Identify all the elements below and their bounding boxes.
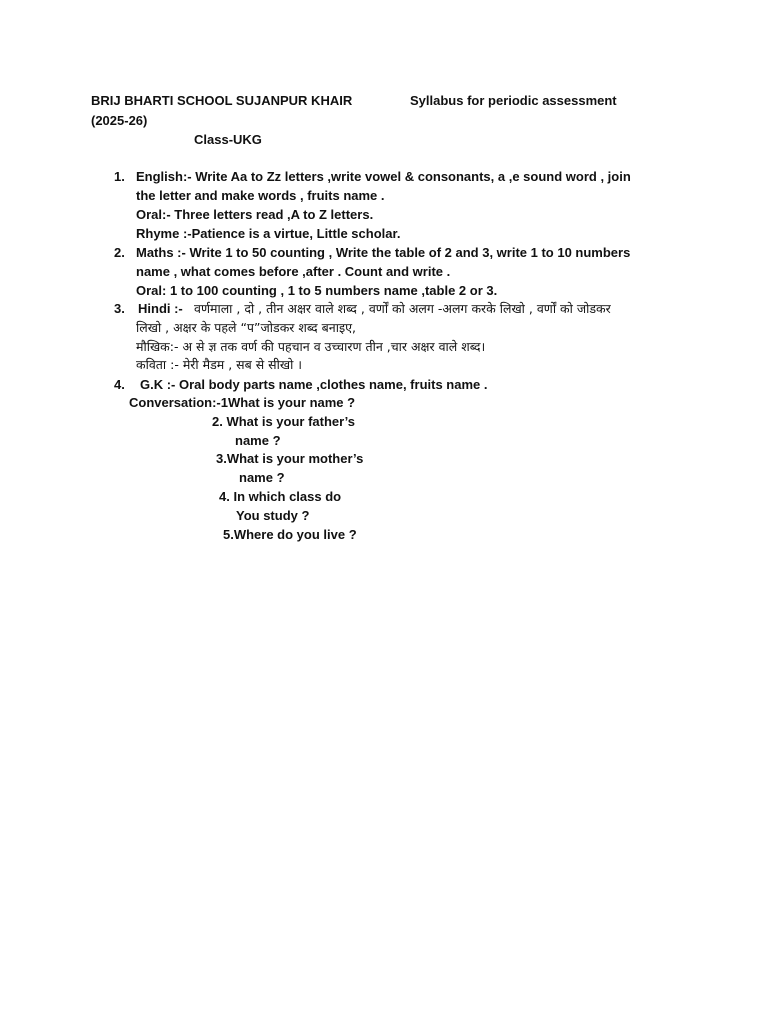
- english-line: English:- Write Aa to Zz letters ,write vowel & consonants, a ,e sound word , join: [136, 169, 631, 184]
- hindi-line: वर्णमाला , दो , तीन अक्षर वाले शब्द , वर्णों को अलग -अलग करके लिखो , वर्णों को जोडकर: [194, 301, 611, 316]
- conversation-question: 3.What is your mother’s: [216, 451, 364, 466]
- item-number: 4.: [114, 377, 125, 392]
- hindi-line: लिखो , अक्षर के पहले “प”जोडकर शब्द बनाइए,: [136, 320, 357, 335]
- conversation-question: You study ?: [236, 508, 310, 523]
- item-number: 3.: [114, 301, 125, 316]
- hindi-label: Hindi :-: [138, 301, 183, 316]
- conversation-question: 2. What is your father’s: [212, 414, 356, 429]
- maths-oral: Oral: 1 to 100 counting , 1 to 5 numbers name ,table 2 or 3.: [136, 283, 498, 298]
- conversation-question: 4. In which class do: [219, 489, 342, 504]
- hindi-poem: कविता :- मेरी मैडम , सब से सीखो ।: [136, 357, 303, 372]
- school-name: BRIJ BHARTI SCHOOL SUJANPUR KHAIR: [91, 93, 353, 108]
- gk-line: G.K :- Oral body parts name ,clothes name, fruits name .: [140, 377, 488, 392]
- hindi-oral: मौखिक:- अ से ज्ञ तक वर्ण की पहचान व उच्चारण तीन ,चार अक्षर वाले शब्द।: [136, 339, 486, 354]
- conversation-question: name ?: [239, 470, 285, 485]
- english-rhyme: Rhyme :-Patience is a virtue, Little scholar.: [136, 226, 401, 241]
- english-line: the letter and make words , fruits name .: [136, 188, 385, 203]
- conversation-label: Conversation:-1What is your name ?: [129, 395, 356, 410]
- syllabus-title: Syllabus for periodic assessment: [410, 93, 617, 108]
- class-name: Class-UKG: [194, 132, 262, 147]
- maths-line: Maths :- Write 1 to 50 counting , Write the table of 2 and 3, write 1 to 10 numbers: [136, 245, 631, 260]
- session-year: (2025-26): [91, 113, 148, 128]
- english-oral: Oral:- Three letters read ,A to Z letters.: [136, 207, 374, 222]
- item-number: 2.: [114, 245, 125, 260]
- item-number: 1.: [114, 169, 125, 184]
- conversation-question: name ?: [235, 433, 281, 448]
- conversation-question: 5.Where do you live ?: [223, 527, 357, 542]
- maths-line: name , what comes before ,after . Count and write .: [136, 264, 451, 279]
